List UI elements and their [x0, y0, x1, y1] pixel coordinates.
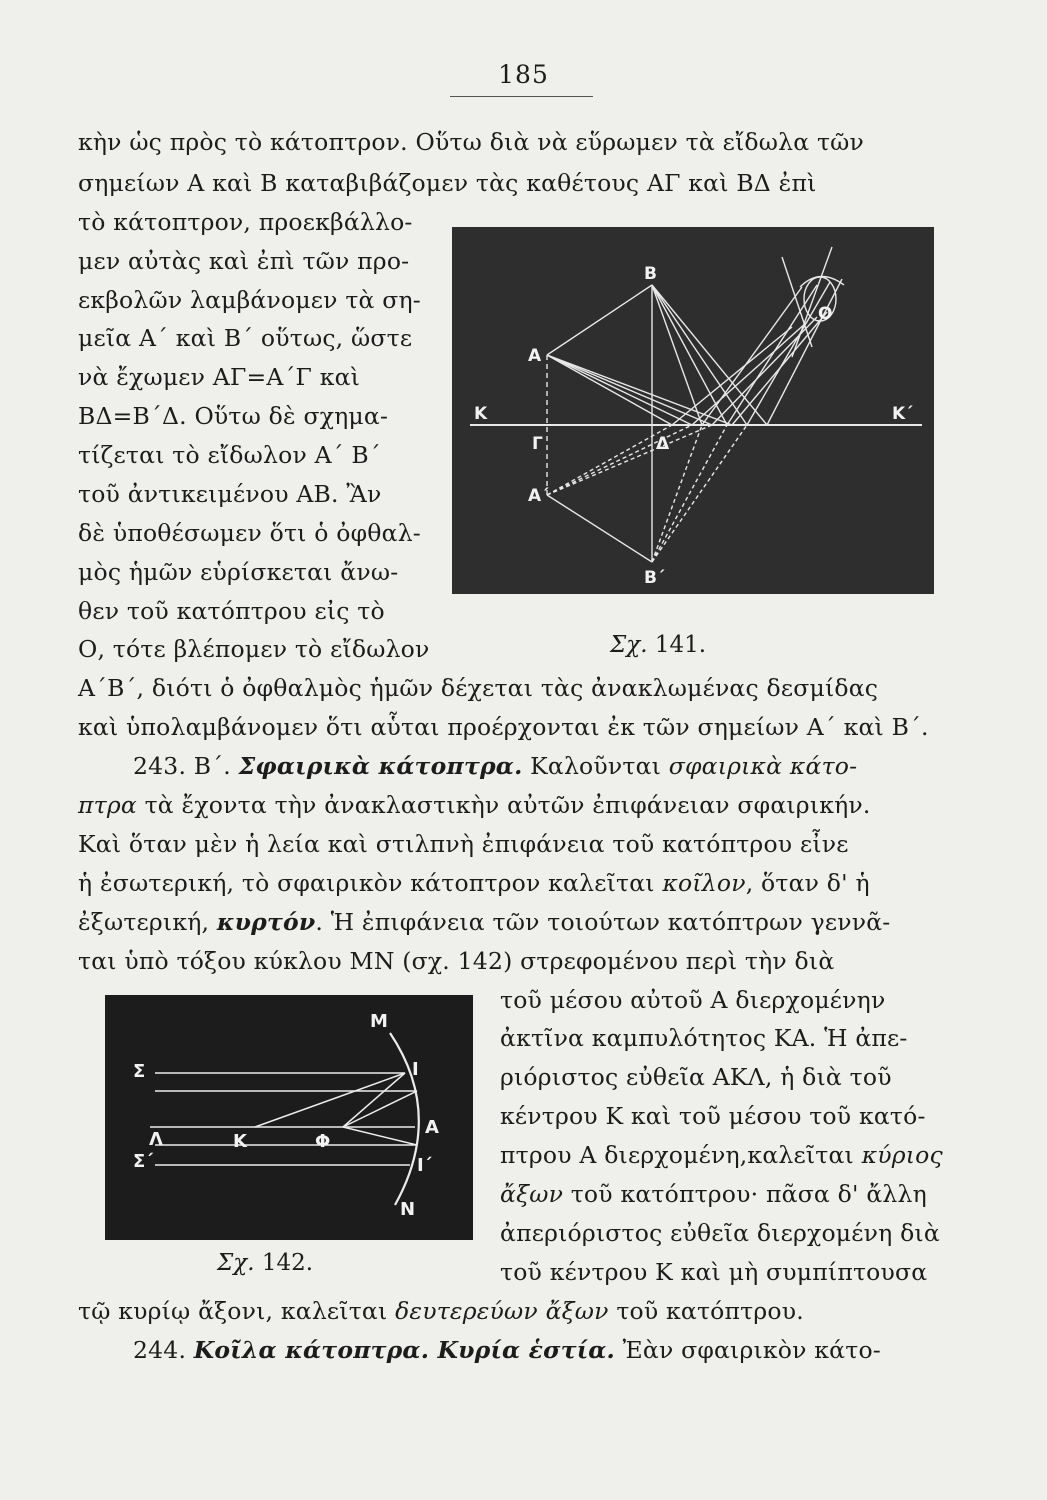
text-line: ἐξωτερική, κυρτόν. Ἡ ἐπιφάνεια τῶν τοιούτων κατόπτρων γεννᾶ- [78, 908, 891, 936]
header-rule [450, 96, 593, 97]
text-line: Καὶ ὅταν μὲν ἡ λεία καὶ στιλπνὴ ἐπιφάνεια τοῦ κατόπτρου εἶνε [78, 830, 849, 858]
text-line: σημείων Α καὶ Β καταβιβάζομεν τὰς καθέτους ΑΓ καὶ ΒΔ ἐπὶ [78, 169, 817, 197]
figure-142-drawing [105, 995, 473, 1240]
text-line: μεῖα Α΄ καὶ Β΄ οὕτως, ὥστε [78, 324, 413, 352]
label-B: B [644, 264, 657, 284]
page-number: 185 [498, 60, 549, 89]
text-line: μὸς ἡμῶν εὑρίσκεται ἄνω- [78, 558, 399, 586]
text-line: θεν τοῦ κατόπτρου εἰς τὸ [78, 597, 385, 625]
label-K: K [474, 404, 488, 424]
label-Delta: Δ [656, 434, 670, 454]
text-line: ἀκτῖνα καμπυλότητος ΚΑ. Ἡ ἀπε- [500, 1024, 908, 1052]
label-N: N [400, 1199, 416, 1220]
text-line: ριόριστος εὐθεῖα ΑΚΛ, ἡ διὰ τοῦ [500, 1063, 892, 1091]
label-A-prime: A΄ [528, 486, 549, 506]
figure-141 [452, 227, 934, 594]
text-line: τοῦ κέντρου Κ καὶ μὴ συμπίπτουσα [500, 1258, 928, 1286]
text-line: κέντρου Κ καὶ τοῦ μέσου τοῦ κατό- [500, 1102, 926, 1130]
figure-141-caption: Σχ. 141. [610, 632, 707, 658]
text-line: ΒΔ=Β΄Δ. Οὕτω δὲ σχημα- [78, 402, 389, 430]
label-I-prime: I΄ [417, 1155, 432, 1176]
label-Phi: Φ [315, 1131, 331, 1152]
label-B-prime: B΄ [644, 568, 665, 588]
text-line: τοῦ μέσου αὐτοῦ Α διερχομένην [500, 986, 886, 1014]
label-Lambda: Λ [149, 1129, 163, 1150]
text-line: ἀπεριόριστος εὐθεῖα διερχομένη διὰ [500, 1219, 940, 1247]
figure-141-drawing [452, 227, 934, 594]
label-Sigma-prime: Σ΄ [133, 1151, 154, 1172]
text-line: κὴν ὡς πρὸς τὸ κάτοπτρον. Οὕτω διὰ νὰ εὕρωμεν τὰ εἴδωλα τῶν [78, 128, 864, 156]
label-A: A [528, 346, 542, 366]
figure-142 [105, 995, 473, 1240]
text-line: Ο, τότε βλέπομεν τὸ εἴδωλον [78, 635, 430, 663]
text-line: εκβολῶν λαμβάνομεν τὰ ση- [78, 286, 421, 314]
text-line: τίζεται τὸ εἴδωλον Α΄ Β΄ [78, 441, 381, 469]
label-I: I [412, 1059, 419, 1080]
text-line: ἄξων τοῦ κατόπτρου· πᾶσα δ' ἄλλη [500, 1180, 927, 1208]
text-line: νὰ ἔχωμεν ΑΓ=Α΄Γ καὶ [78, 363, 361, 391]
label-O: O [818, 304, 833, 324]
text-line: πτρα τὰ ἔχοντα τὴν ἀνακλαστικὴν αὐτῶν ἐπιφάνειαν σφαιρικήν. [78, 791, 871, 819]
figure-142-caption: Σχ. 142. [217, 1250, 314, 1276]
text-line: ἡ ἐσωτερική, τὸ σφαιρικὸν κάτοπτρον καλεῖται κοῖλον, ὅταν δ' ἡ [78, 869, 870, 897]
text-line: καὶ ὑπολαμβάνομεν ὅτι αὗται προέρχονται ἐκ τῶν σημείων Α΄ καὶ Β΄. [78, 713, 929, 741]
text-line: ται ὑπὸ τόξου κύκλου ΜΝ (σχ. 142) στρεφομένου περὶ τὴν διὰ [78, 947, 835, 975]
text-line: πτρου Α διερχομένη,καλεῖται κύριος [500, 1141, 943, 1169]
text-line: Α΄Β΄, διότι ὁ ὀφθαλμὸς ἡμῶν δέχεται τὰς ἀνακλωμένας δεσμίδας [78, 674, 879, 702]
label-M: M [370, 1011, 388, 1032]
label-Gamma: Γ [532, 434, 543, 454]
text-line: δὲ ὑποθέσωμεν ὅτι ὁ ὀφθαλ- [78, 519, 421, 547]
text-line: 243. Β΄. Σφαιρικὰ κάτοπτρα. Καλοῦνται σφαιρικὰ κάτο- [133, 752, 858, 780]
text-line: τῷ κυρίῳ ἄξονι, καλεῖται δευτερεύων ἄξων τοῦ κατόπτρου. [78, 1297, 804, 1325]
text-line: τὸ κάτοπτρον, προεκβάλλο- [78, 208, 413, 236]
label-K-prime: K΄ [892, 404, 913, 424]
label-Sigma: Σ [133, 1061, 146, 1082]
label-K: K [233, 1131, 247, 1152]
text-line: μεν αὐτὰς καὶ ἐπὶ τῶν προ- [78, 247, 410, 275]
label-A: A [425, 1117, 439, 1138]
text-line: τοῦ ἀντικειμένου ΑΒ. Ἂν [78, 480, 382, 508]
text-line: 244. Κοῖλα κάτοπτρα. Κυρία ἑστία. Ἐὰν σφαιρικὸν κάτο- [133, 1336, 881, 1364]
